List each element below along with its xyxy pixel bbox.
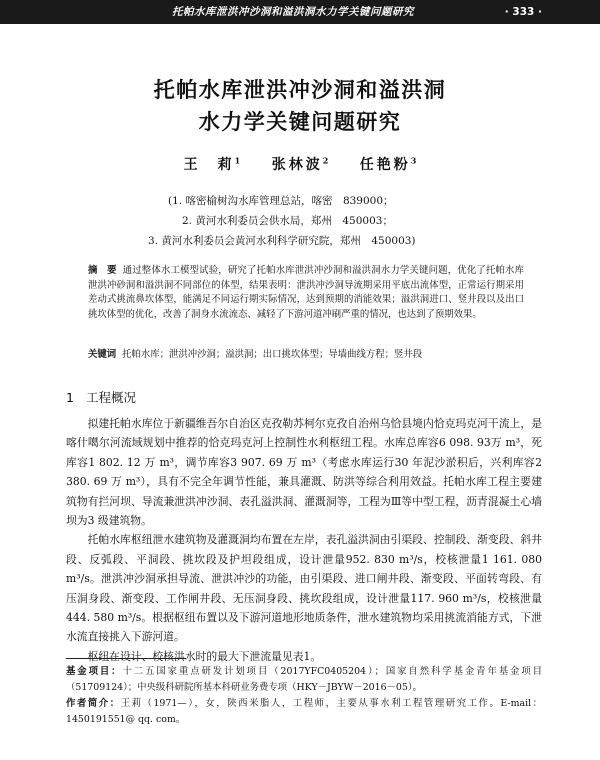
affiliation-3: 3. 黄河水利委员会黄河水利科学研究院，郑州 450003) xyxy=(148,235,416,247)
paper-title-line-2: 水力学关键问题研究 xyxy=(198,110,402,134)
running-header xyxy=(0,0,600,24)
section-number: 1 xyxy=(66,390,74,405)
abstract-text: 通过整体水工模型试验，研究了托帕水库泄洪冲沙洞和溢洪洞水力学关键问题，优化了托帕水库泄洪冲砂洞和溢洪洞不同部位的体型，结果表明：泄洪冲沙洞导流期采用平底出流体型，正常运行期采用差动式挑流鼻坎体型，能满足不同运行期实际情况，达到预期的消能效果；溢洪洞进口、竖井段以及出口挑坎体型的优化，改善了洞身水流流态、减轻了下游河道冲刷严重的情况，也达到了预期效果。 xyxy=(88,265,524,320)
fund-footnote xyxy=(66,664,542,696)
section-title: 工程概况 xyxy=(85,390,136,405)
affiliation-2: 2. 黄河水利委员会供水局，郑州 450003； xyxy=(182,215,393,227)
author-affiliation-mark: 1 xyxy=(234,155,241,166)
fund-label: 基金项目： xyxy=(66,666,123,677)
author-bio-text: 王莉（1971—），女，陕西米脂人，工程师，主要从事水利工程管理研究工作。E-mail：1450191551@ qq. com。 xyxy=(66,698,542,725)
keywords xyxy=(88,348,524,362)
paper-title-line-1: 托帕水库泄洪冲沙洞和溢洪洞 xyxy=(153,78,447,102)
footnotes xyxy=(66,664,542,728)
body-paragraph: 拟建托帕水库位于新疆维吾尔自治区克孜勒苏柯尔克孜自治州乌恰县境内恰克玛克河干流上，是喀什噶尔河流域规划中推荐的恰克玛克河上控制性水利枢纽工程。水库总库容6 098. 93万 m³，死库容1 802. 12 万 m³，调节库容3 907. 69 万 m³（考虑水库运行30 年泥沙淤积后，兴利库容2 380. 69 万 m³），具有不完全年调节性能，兼具灌溉、防洪等综合利用效益。托帕水库工程主要建筑物有拦河坝、导流兼泄洪冲沙洞、表孔溢洪洞、灌溉洞等，工程为Ⅲ等中型工程，沥青混凝土心墙坝为3 级建筑物。 xyxy=(66,417,542,528)
author-name: 王 莉 xyxy=(183,157,235,173)
author-list xyxy=(0,154,600,174)
author-affiliation-mark: 2 xyxy=(322,155,329,166)
body-paragraph: 枢纽在设计、校核洪水时的最大下泄流量见表1。 xyxy=(87,649,322,663)
author-bio-label: 作者简介： xyxy=(66,698,121,709)
abstract-label: 摘 要 xyxy=(88,265,117,276)
body-paragraph: 托帕水库枢纽泄水建筑物及灌溉洞均布置在左岸，表孔溢洪洞由引渠段、控制段、渐变段、斜井段、反弧段、平洞段、挑坎段及护坦段组成，设计泄量952. 830 m³/s，校核泄量1 161. 080 m³/s。泄洪冲沙洞承担导流、泄洪冲沙的功能，由引渠段、进口闸井段、渐变段、平面转弯段、有压洞身段、渐变段、工作闸井段、无压洞身段、挑坎段组成，设计泄量117. 960 m³/s，校核泄量444. 580 m³/s。根据枢纽布置以及下游河道地形地质条件，泄水建筑物均采用挑流消能方式，下泄水流直接挑入下游河道。 xyxy=(66,533,542,644)
fund-text: 十二五国家重点研发计划项目（2017YFC0405204）；国家自然科学基金青年基金项目（51709124）；中央级科研院所基本科研业务费专项（HKY－JBYW－2016－05）。 xyxy=(66,666,542,693)
author-bio-footnote xyxy=(66,696,542,728)
keywords-label: 关键词 xyxy=(88,349,117,360)
abstract xyxy=(88,264,524,322)
page-number: · 333 · xyxy=(504,6,542,18)
body-text xyxy=(66,414,542,666)
running-title: 托帕水库泄洪冲沙洞和溢洪洞水力学关键问题研究 xyxy=(172,6,414,18)
author-name: 任艳粉 xyxy=(359,157,411,173)
footnote-divider xyxy=(66,658,186,659)
keywords-text: 托帕水库；泄洪冲沙洞；溢洪洞；出口挑坎体型；导墙曲线方程；竖井段 xyxy=(122,349,423,360)
affiliation-1: (1. 喀密榆树沟水库管理总站，喀密 839000； xyxy=(168,195,394,207)
author-name: 张林波 xyxy=(271,157,323,173)
author-affiliation-mark: 3 xyxy=(410,155,417,166)
section-heading xyxy=(66,388,136,406)
